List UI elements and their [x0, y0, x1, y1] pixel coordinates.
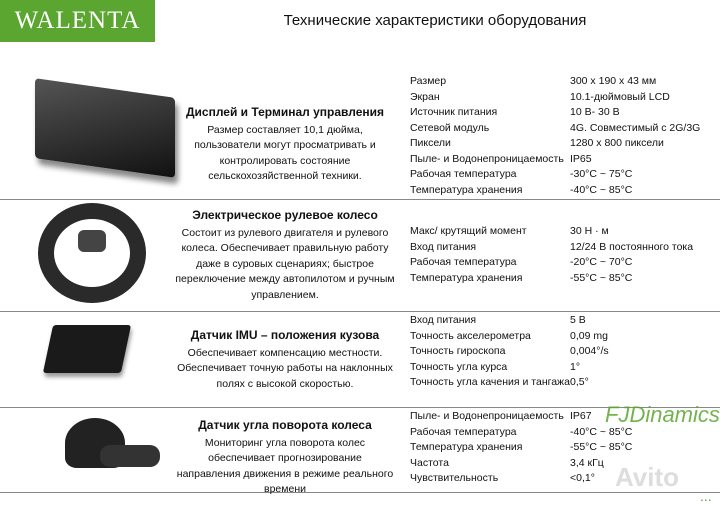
spec-row [410, 152, 700, 168]
spec-label: Источник питания [410, 106, 498, 118]
spec-value: IP65 [570, 152, 592, 165]
spec-row [410, 255, 693, 271]
product-description: Мониторинг угла поворота колес обеспечивает прогнозирование направления движения в режиме реального времени [176, 436, 394, 495]
spec-row [410, 90, 700, 106]
spec-value: 1° [570, 360, 581, 373]
spec-label: Пыле- и Водонепроницаемость [410, 410, 564, 422]
product-image [78, 230, 106, 252]
spec-label: Рабочая температура [410, 425, 517, 438]
spec-row [410, 121, 700, 137]
spec-label: Сетевой модуль [410, 121, 490, 134]
product-image [38, 203, 146, 303]
spec-table [410, 313, 609, 391]
spec-label: Размер [410, 75, 447, 87]
spec-label: Точность гироскопа [410, 345, 506, 357]
spec-row [410, 409, 632, 425]
avito-watermark: Avito [615, 462, 680, 492]
spec-value: 300 x 190 x 43 мм [570, 75, 657, 87]
product-description-block [175, 105, 395, 185]
product-name: Электрическое рулевое колесо [192, 208, 378, 222]
spec-value: -30°C ~ 75°C [570, 168, 633, 180]
spec-row [410, 224, 693, 240]
spec-label: Точность угла качения и тангажа [410, 376, 570, 388]
product-name: Датчик IMU – положения кузова [190, 328, 380, 342]
spec-row [410, 183, 700, 199]
product-description-block [175, 418, 395, 498]
product-image [100, 445, 160, 467]
spec-row [410, 74, 700, 90]
spec-value: 10.1-дюймовый LCD [570, 90, 670, 103]
spec-label: Точность акселерометра [410, 329, 531, 342]
spec-label: Рабочая температура [410, 256, 517, 268]
spec-row [410, 313, 609, 329]
more-dots[interactable]: ... [700, 488, 712, 504]
product-description-block [175, 208, 395, 303]
spec-value: -55°C ~ 85°C [570, 441, 633, 453]
spec-label: Экран [410, 90, 440, 103]
spec-label: Вход питания [410, 240, 477, 253]
product-image [43, 325, 131, 373]
spec-row [410, 167, 700, 183]
product-description: Обеспечивает компенсацию местности. Обеспечивает точную работы на наклонных полях с высокой скоростью. [177, 346, 393, 390]
spec-value: 5 В [570, 314, 586, 326]
spec-value: <0,1° [570, 472, 595, 484]
spec-row [410, 471, 632, 487]
spec-value: -55°C ~ 85°C [570, 271, 633, 284]
spec-value: 30 Н · м [570, 225, 609, 237]
spec-row [410, 271, 693, 287]
spec-table [410, 409, 632, 487]
spec-label: Температура хранения [410, 183, 523, 196]
spec-row [410, 425, 632, 441]
spec-row [410, 360, 609, 376]
spec-value: 3,4 кГц [570, 456, 604, 469]
spec-row [410, 440, 632, 456]
spec-row [410, 105, 700, 121]
spec-table [410, 74, 700, 198]
spec-row [410, 456, 632, 472]
spec-value: -40°C ~ 85°C [570, 183, 633, 196]
spec-value: -20°C ~ 70°C [570, 256, 633, 268]
spec-value: 0,004°/s [570, 345, 609, 357]
fjdynamics-watermark: FJDinamics [605, 402, 720, 427]
spec-row [410, 344, 609, 360]
spec-value: 1280 x 800 пиксели [570, 137, 664, 149]
spec-value: -40°C ~ 85°C [570, 425, 633, 438]
spec-value: IP67 [570, 410, 592, 422]
product-name: Дисплей и Терминал управления [185, 105, 385, 119]
product-description: Размер составляет 10,1 дюйма, пользователи могут просматривать и контролировать состояние сельскохозяйственной техники. [194, 123, 376, 182]
spec-label: Точность угла курса [410, 360, 508, 373]
spec-label: Температура хранения [410, 271, 523, 284]
spec-value: 12/24 В постоянного тока [570, 240, 694, 253]
page-title: Технические характеристики оборудования [283, 12, 587, 29]
spec-label: Пиксели [410, 137, 451, 149]
spec-label: Частота [410, 456, 449, 469]
spec-label: Вход питания [410, 314, 477, 326]
spec-label: Чувствительность [410, 472, 499, 484]
spec-row [410, 329, 609, 345]
spec-row [410, 240, 693, 256]
spec-label: Пыле- и Водонепроницаемость [410, 152, 564, 165]
spec-row [410, 136, 700, 152]
spec-value: 0,09 mg [570, 329, 608, 342]
product-description: Состоит из рулевого двигателя и рулевого колеса. Обеспечивает правильную работу даже в суровых сценариях; быстрое переключение между автопилотом и ручным управлением. [175, 226, 395, 301]
spec-label: Температура хранения [410, 441, 523, 453]
product-description-block [175, 328, 395, 392]
spec-value: 10 В- 30 В [570, 106, 620, 118]
spec-row [410, 375, 609, 391]
spec-value: 0,5° [570, 376, 589, 388]
spec-label: Рабочая температура [410, 168, 517, 180]
product-name: Датчик угла поворота колеса [198, 418, 372, 432]
spec-value: 4G. Совместимый с 2G/3G [570, 121, 701, 134]
spec-label: Макс/ крутящий момент [410, 225, 527, 237]
walenta-logo: WALENTA [0, 0, 155, 42]
spec-table [410, 224, 693, 286]
